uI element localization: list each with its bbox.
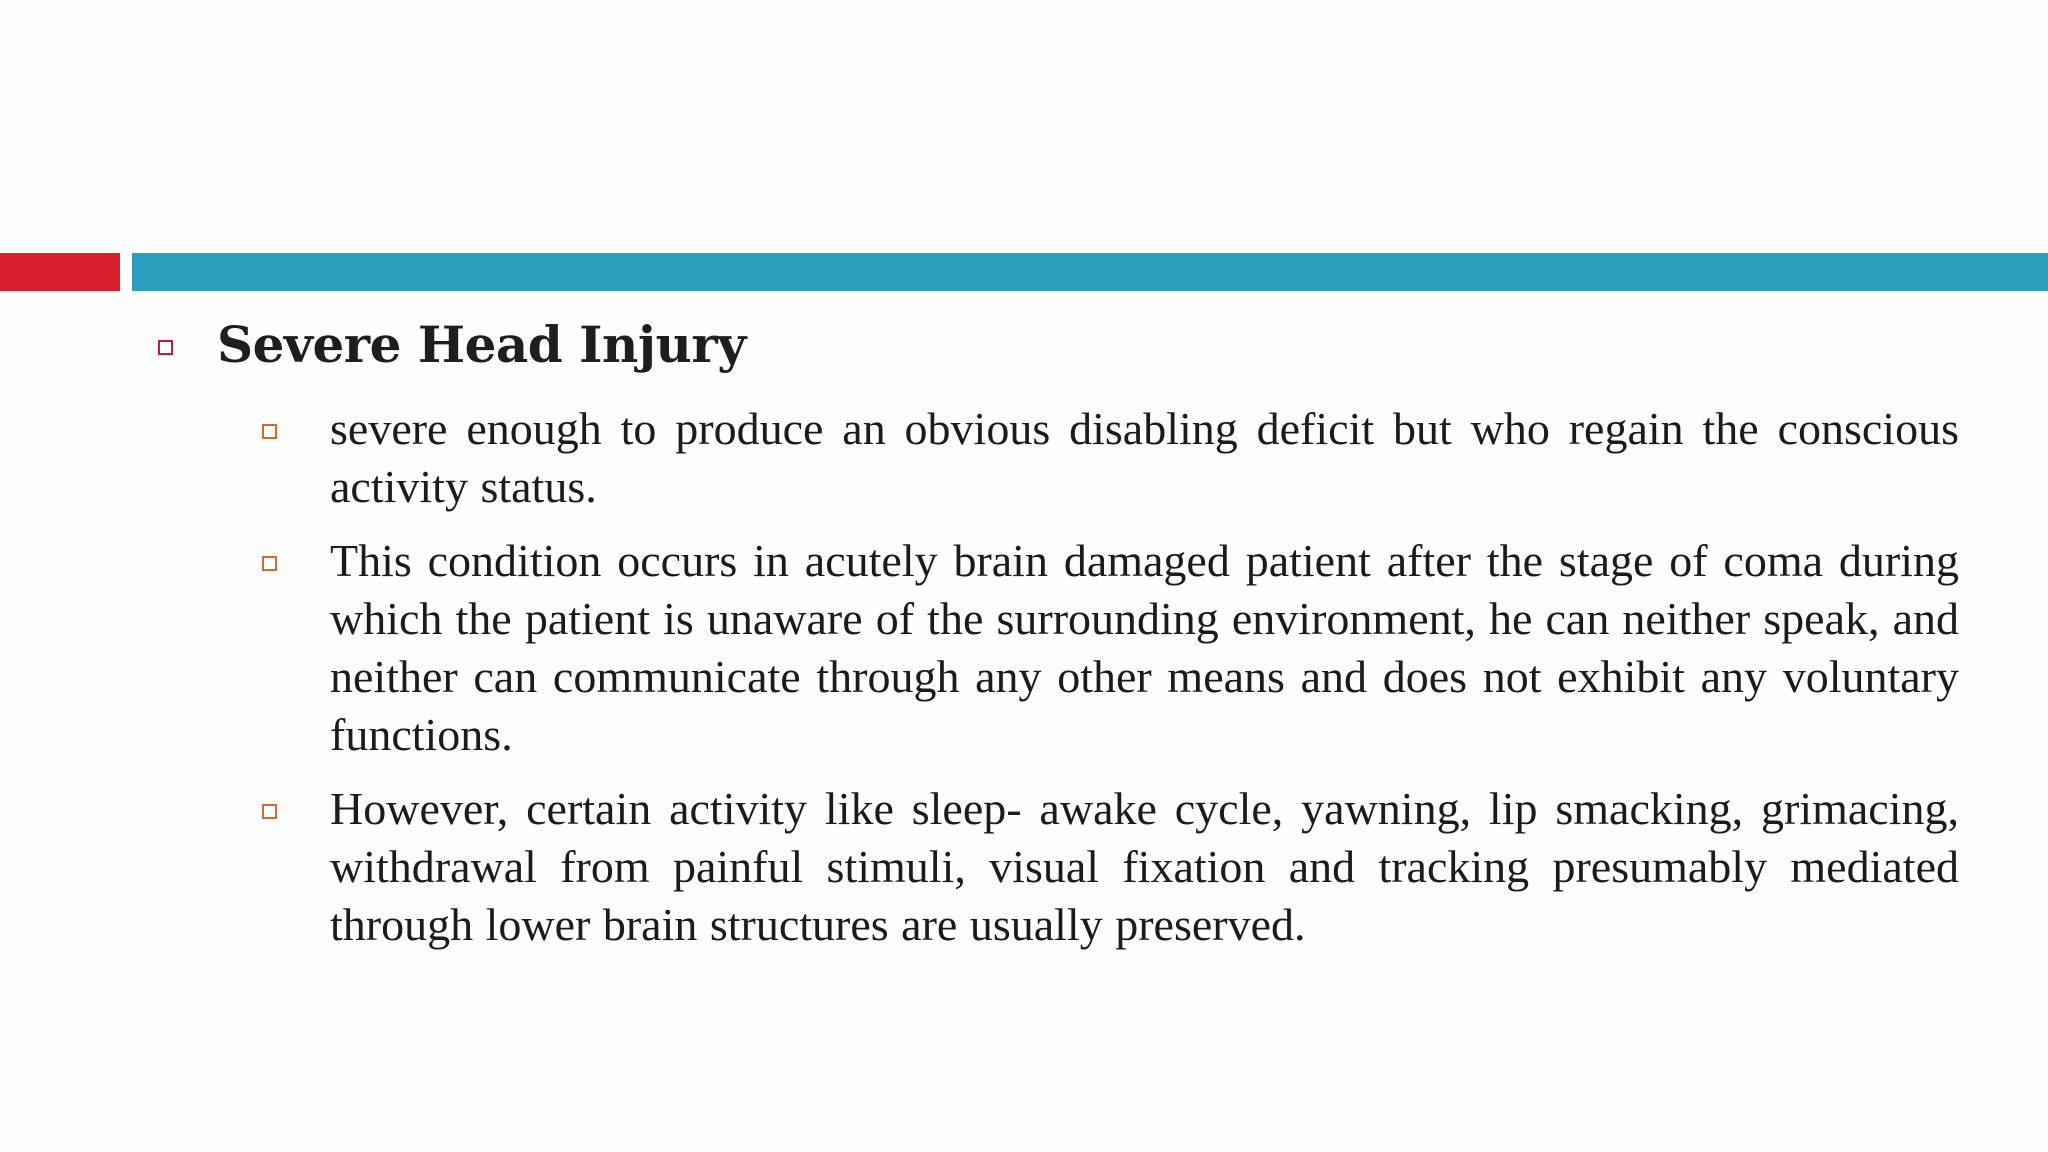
hollow-square-icon bbox=[262, 804, 277, 819]
slide-heading bbox=[158, 312, 746, 376]
accent-bar-teal bbox=[132, 253, 2048, 291]
bullet-item bbox=[262, 400, 1959, 516]
bullet-text: However, certain activity like sleep- awake cycle, yawning, lip smacking, grimacing, withdrawal from painful stimuli, visual fixation and tracking presumably mediated through lower brain structures are usually preserved. bbox=[330, 783, 1959, 950]
hollow-square-icon bbox=[158, 340, 173, 355]
bullet-list bbox=[262, 400, 1959, 970]
bullet-text: This condition occurs in acutely brain damaged patient after the stage of coma during which the patient is unaware of the surrounding environment, he can neither speak, and neither can communicate through any other means and does not exhibit any voluntary functions. bbox=[330, 535, 1959, 760]
hollow-square-icon bbox=[262, 424, 277, 439]
bullet-item bbox=[262, 532, 1959, 764]
accent-bar-red bbox=[0, 253, 120, 291]
bullet-text: severe enough to produce an obvious disabling deficit but who regain the conscious activity status. bbox=[330, 403, 1959, 512]
hollow-square-icon bbox=[262, 556, 277, 571]
heading-text: Severe Head Injury bbox=[217, 314, 746, 374]
bullet-item bbox=[262, 780, 1959, 954]
